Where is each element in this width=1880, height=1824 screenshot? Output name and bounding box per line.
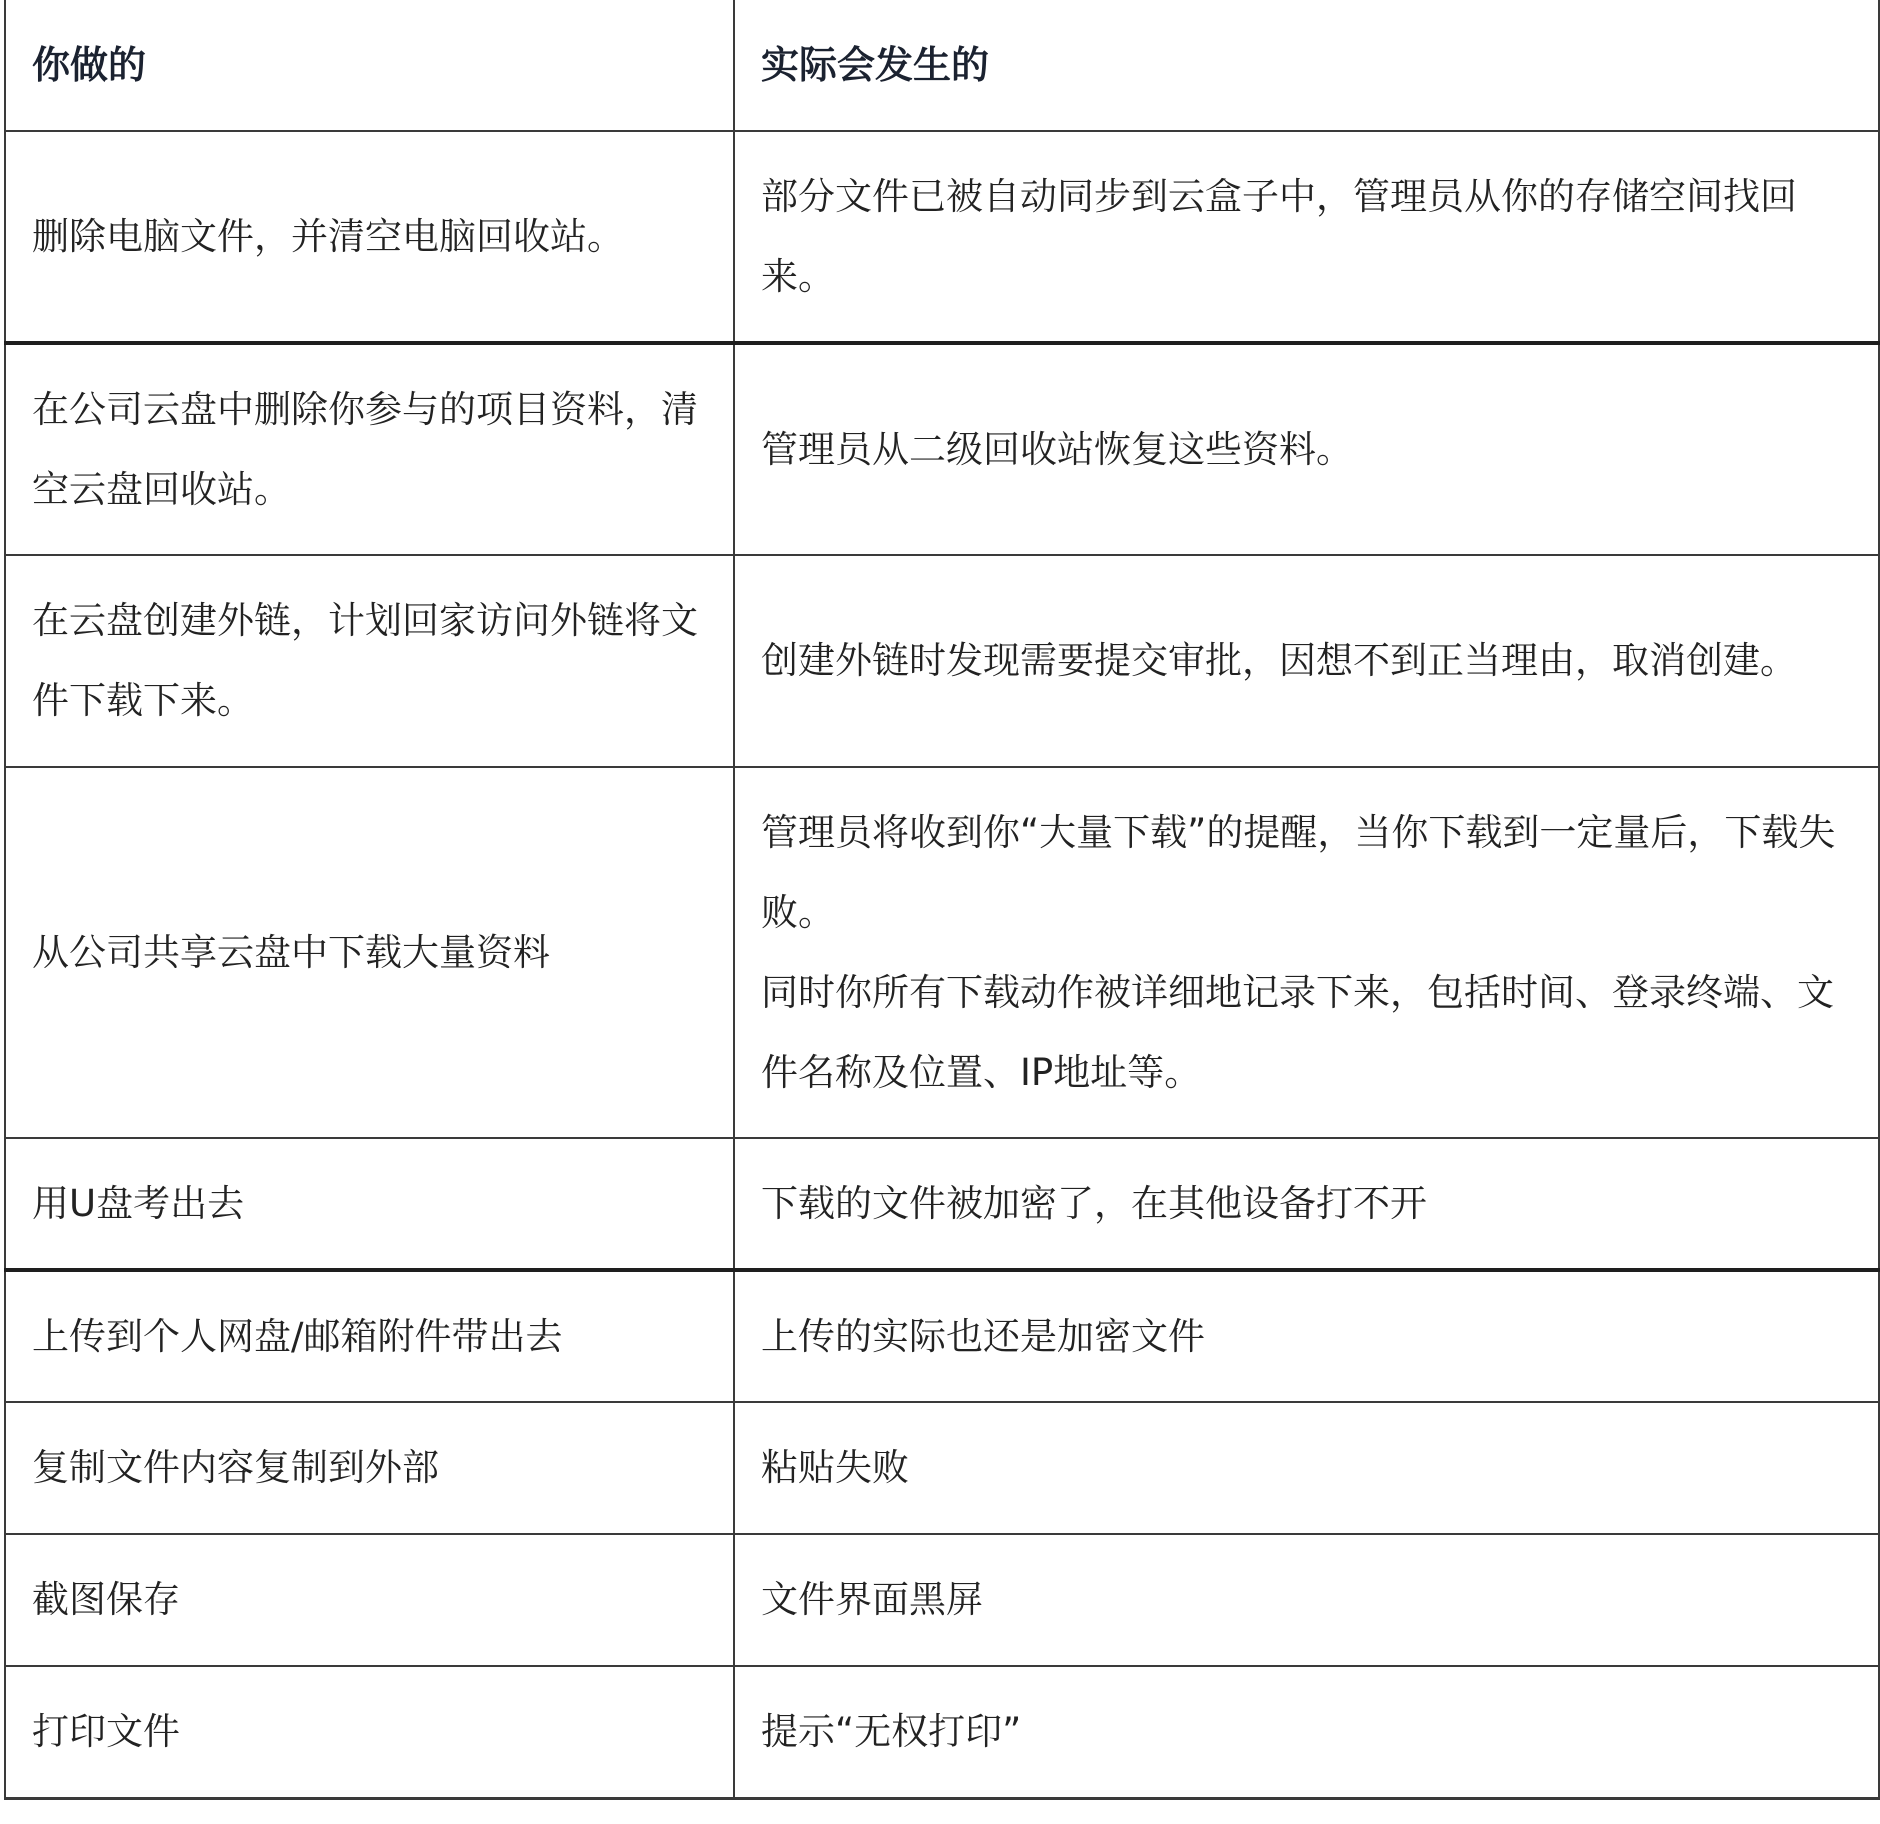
table-row [5, 1270, 1879, 1402]
result-cell [734, 1534, 1879, 1666]
result-text: 创建外链时发现需要提交审批，因想不到正当理由，取消创建。 [761, 639, 1797, 682]
result-text: 粘贴失败 [761, 1446, 909, 1489]
action-cell: 用U盘考出去 [5, 1138, 734, 1270]
result-cell [734, 1138, 1879, 1270]
header-what-you-do: 你做的 [5, 0, 734, 131]
header-what-happens: 实际会发生的 [734, 0, 1879, 131]
action-cell: 从公司共享云盘中下载大量资料 [5, 767, 734, 1138]
result-text: 同时你所有下载动作被详细地记录下来，包括时间、登录终端、文件名称及位置、IP地址等。 [761, 970, 1834, 1094]
table-row [5, 343, 1879, 555]
result-text: 管理员将收到你“大量下载”的提醒，当你下载到一定量后，下载失败。 [761, 810, 1836, 934]
table-row [5, 767, 1879, 1138]
result-cell [734, 343, 1879, 555]
result-text: 提示“无权打印” [761, 1709, 1022, 1753]
action-cell: 上传到个人网盘/邮箱附件带出去 [5, 1270, 734, 1402]
table-row [5, 1666, 1879, 1798]
result-cell [734, 1270, 1879, 1402]
action-cell: 复制文件内容复制到外部 [5, 1402, 734, 1534]
comparison-table [4, 0, 1880, 1800]
action-cell: 截图保存 [5, 1534, 734, 1666]
result-cell [734, 767, 1879, 1138]
action-cell: 在公司云盘中删除你参与的项目资料，清空云盘回收站。 [5, 343, 734, 555]
result-text: 管理员从二级回收站恢复这些资料。 [761, 427, 1353, 471]
result-text: 文件界面黑屏 [761, 1578, 983, 1621]
result-text: 部分文件已被自动同步到云盒子中，管理员从你的存储空间找回来。 [761, 174, 1797, 298]
action-cell: 打印文件 [5, 1666, 734, 1798]
table-row [5, 1138, 1879, 1270]
result-cell [734, 1402, 1879, 1534]
result-text: 上传的实际也还是加密文件 [761, 1314, 1205, 1358]
table-header-row [5, 0, 1879, 131]
result-cell [734, 555, 1879, 767]
result-cell [734, 131, 1879, 343]
action-cell: 在云盘创建外链，计划回家访问外链将文件下载下来。 [5, 555, 734, 767]
result-text: 下载的文件被加密了，在其他设备打不开 [761, 1181, 1427, 1225]
table-row [5, 555, 1879, 767]
table-row [5, 1402, 1879, 1534]
result-cell [734, 1666, 1879, 1798]
table-row [5, 1534, 1879, 1666]
action-cell: 删除电脑文件，并清空电脑回收站。 [5, 131, 734, 343]
table-row [5, 131, 1879, 343]
